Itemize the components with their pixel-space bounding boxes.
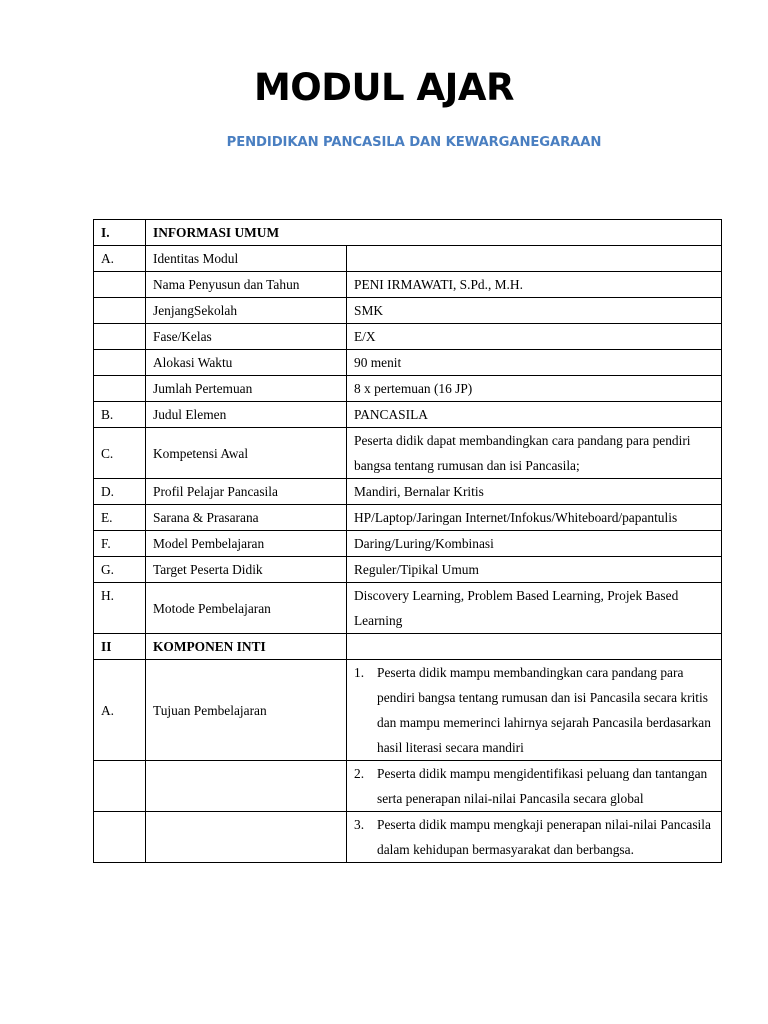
- row-label: JenjangSekolah: [146, 298, 347, 324]
- row-value: E/X: [347, 324, 722, 350]
- row-letter-empty: [94, 298, 146, 324]
- row-value: PANCASILA: [347, 402, 722, 428]
- goal-list: [354, 812, 714, 862]
- row-value: Reguler/Tipikal Umum: [347, 557, 722, 583]
- row-value: Daring/Luring/Kombinasi: [347, 531, 722, 557]
- table-row: [94, 505, 722, 531]
- table-row: [94, 350, 722, 376]
- list-text: Peserta didik mampu mengkaji penerapan nilai-nilai Pancasila dalam kehidupan bermasyarakat dan berbangsa.: [377, 817, 711, 857]
- table-row: [94, 557, 722, 583]
- row-letter-empty: [94, 350, 146, 376]
- row-label-empty: [146, 812, 347, 863]
- goal-cell: [347, 761, 722, 812]
- table-row: [94, 428, 722, 479]
- table-row: [94, 376, 722, 402]
- section-row-informasi-umum: [94, 220, 722, 246]
- document-title: MODUL AJAR: [253, 66, 515, 109]
- table-row: [94, 812, 722, 863]
- row-letter: G.: [94, 557, 146, 583]
- row-value: PENI IRMAWATI, S.Pd., M.H.: [347, 272, 722, 298]
- row-letter-empty: [94, 761, 146, 812]
- table-row-tujuan: [94, 660, 722, 761]
- row-value-empty: [347, 246, 722, 272]
- row-label: Alokasi Waktu: [146, 350, 347, 376]
- list-text: Peserta didik mampu membandingkan cara pandang para pendiri bangsa tentang rumusan dan isi Pancasila secara kritis dan mampu memerinci lahirnya sejarah Pancasila berdasarkan hasil literasi secara mandiri: [377, 665, 711, 755]
- table-row: [94, 531, 722, 557]
- row-label: Nama Penyusun dan Tahun: [146, 272, 347, 298]
- row-letter: D.: [94, 479, 146, 505]
- row-value: HP/Laptop/Jaringan Internet/Infokus/Whiteboard/papantulis: [347, 505, 722, 531]
- table-row-identitas: [94, 246, 722, 272]
- row-letter: F.: [94, 531, 146, 557]
- table-row: [94, 298, 722, 324]
- goal-list: [354, 660, 714, 760]
- row-value: Peserta didik dapat membandingkan cara pandang para pendiri bangsa tentang rumusan dan isi Pancasila;: [347, 428, 722, 479]
- list-number: 1.: [354, 665, 365, 680]
- row-letter: A.: [94, 660, 146, 761]
- row-value: 8 x pertemuan (16 JP): [347, 376, 722, 402]
- row-letter-empty: [94, 812, 146, 863]
- row-label: Judul Elemen: [146, 402, 347, 428]
- row-letter-empty: [94, 324, 146, 350]
- table-row: [94, 324, 722, 350]
- list-item: [354, 812, 714, 862]
- list-item: [354, 660, 714, 760]
- goal-list: [354, 761, 714, 811]
- row-label: Sarana & Prasarana: [146, 505, 347, 531]
- section-number: II: [94, 634, 146, 660]
- table-row: [94, 761, 722, 812]
- row-letter: H.: [94, 583, 146, 634]
- section-row-komponen-inti: [94, 634, 722, 660]
- list-number: 2.: [354, 766, 365, 781]
- row-label: Model Pembelajaran: [146, 531, 347, 557]
- row-letter: E.: [94, 505, 146, 531]
- row-letter: A.: [94, 246, 146, 272]
- row-letter: B.: [94, 402, 146, 428]
- goal-cell: [347, 812, 722, 863]
- row-label: Identitas Modul: [146, 246, 347, 272]
- table-row: [94, 272, 722, 298]
- row-label: Profil Pelajar Pancasila: [146, 479, 347, 505]
- list-item: [354, 761, 714, 811]
- section-label: INFORMASI UMUM: [146, 220, 722, 246]
- row-value: Discovery Learning, Problem Based Learning, Projek Based Learning: [347, 583, 722, 634]
- row-label: Motode Pembelajaran: [146, 583, 347, 634]
- section-label: KOMPONEN INTI: [146, 634, 347, 660]
- row-letter: C.: [94, 428, 146, 479]
- row-value: Mandiri, Bernalar Kritis: [347, 479, 722, 505]
- table-row: [94, 479, 722, 505]
- row-value: 90 menit: [347, 350, 722, 376]
- table-row: [94, 402, 722, 428]
- table-row: [94, 583, 722, 634]
- section-number: I.: [94, 220, 146, 246]
- row-label: Target Peserta Didik: [146, 557, 347, 583]
- row-label: Tujuan Pembelajaran: [146, 660, 347, 761]
- row-label: Kompetensi Awal: [146, 428, 347, 479]
- row-label: Fase/Kelas: [146, 324, 347, 350]
- row-label: Jumlah Pertemuan: [146, 376, 347, 402]
- document-subtitle: PENDIDIKAN PANCASILA DAN KEWARGANEGARAAN: [226, 135, 602, 150]
- row-label-empty: [146, 761, 347, 812]
- row-letter-empty: [94, 272, 146, 298]
- goal-cell: [347, 660, 722, 761]
- module-info-table: [93, 219, 722, 863]
- list-number: 3.: [354, 817, 365, 832]
- row-value: SMK: [347, 298, 722, 324]
- row-letter-empty: [94, 376, 146, 402]
- row-value-empty: [347, 634, 722, 660]
- list-text: Peserta didik mampu mengidentifikasi peluang dan tantangan serta penerapan nilai-nilai Pancasila secara global: [377, 766, 708, 806]
